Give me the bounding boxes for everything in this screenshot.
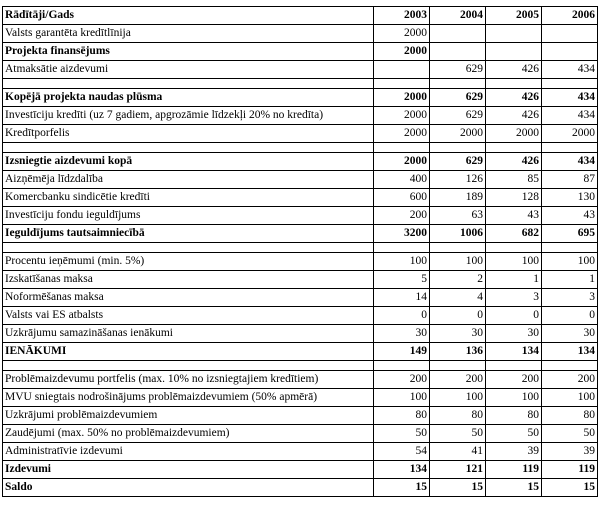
spacer-row xyxy=(3,79,598,89)
spacer-cell xyxy=(486,243,542,253)
spacer-cell xyxy=(374,361,430,371)
value-cell-2005: 1 xyxy=(486,271,542,289)
value-cell-2006: 695 xyxy=(542,225,598,243)
value-cell-2006: 3 xyxy=(542,289,598,307)
spacer-cell xyxy=(3,79,374,89)
value-cell-2003: 30 xyxy=(374,325,430,343)
table-row xyxy=(3,307,598,325)
table-row xyxy=(3,253,598,271)
value-cell-2003: 0 xyxy=(374,307,430,325)
value-cell-2003: 15 xyxy=(374,479,430,497)
row-label: Izsniegtie aizdevumi kopā xyxy=(3,153,374,171)
value-cell-2004: 100 xyxy=(430,253,486,271)
row-label: Noformēšanas maksa xyxy=(3,289,374,307)
row-label: Komercbanku sindicētie kredīti xyxy=(3,189,374,207)
row-label: Investīciju kredīti (uz 7 gadiem, apgrozāmie līdzekļi 20% no kredīta) xyxy=(3,107,374,125)
value-cell-2004: 41 xyxy=(430,443,486,461)
value-cell-2003: 2000 xyxy=(374,107,430,125)
table-row xyxy=(3,125,598,143)
value-cell-2004: 2000 xyxy=(430,125,486,143)
value-cell-2004 xyxy=(430,25,486,43)
value-cell-2006: 434 xyxy=(542,153,598,171)
row-label: Valsts vai ES atbalsts xyxy=(3,307,374,325)
value-cell-2004 xyxy=(430,43,486,61)
row-label: Zaudējumi (max. 50% no problēmaizdevumiem) xyxy=(3,425,374,443)
value-cell-2004: 200 xyxy=(430,371,486,389)
value-cell-2005: 39 xyxy=(486,443,542,461)
row-label: Uzkrājumi problēmaizdevumiem xyxy=(3,407,374,425)
value-cell-2004: 121 xyxy=(430,461,486,479)
value-cell-2003: 200 xyxy=(374,207,430,225)
row-label: Izdevumi xyxy=(3,461,374,479)
row-label: Kopējā projekta naudas plūsma xyxy=(3,89,374,107)
value-cell-2004: 100 xyxy=(430,389,486,407)
table-row xyxy=(3,61,598,79)
table-row xyxy=(3,153,598,171)
value-cell-2004: 4 xyxy=(430,289,486,307)
spacer-cell xyxy=(486,361,542,371)
value-cell-2006: 119 xyxy=(542,461,598,479)
table-row xyxy=(3,371,598,389)
financial-table xyxy=(2,6,598,497)
header-year-2004: 2004 xyxy=(430,7,486,25)
value-cell-2005 xyxy=(486,43,542,61)
value-cell-2005: 100 xyxy=(486,253,542,271)
value-cell-2005: 0 xyxy=(486,307,542,325)
table-row xyxy=(3,225,598,243)
value-cell-2003: 54 xyxy=(374,443,430,461)
value-cell-2006: 434 xyxy=(542,61,598,79)
table-body xyxy=(3,7,598,497)
value-cell-2005: 85 xyxy=(486,171,542,189)
value-cell-2005 xyxy=(486,25,542,43)
spacer-cell xyxy=(486,143,542,153)
value-cell-2003: 2000 xyxy=(374,43,430,61)
spacer-cell xyxy=(430,243,486,253)
table-row xyxy=(3,43,598,61)
value-cell-2006: 39 xyxy=(542,443,598,461)
row-label: Izskatīšanas maksa xyxy=(3,271,374,289)
value-cell-2005: 682 xyxy=(486,225,542,243)
spacer-cell xyxy=(3,243,374,253)
value-cell-2006: 100 xyxy=(542,389,598,407)
value-cell-2005: 2000 xyxy=(486,125,542,143)
value-cell-2005: 30 xyxy=(486,325,542,343)
value-cell-2006: 2000 xyxy=(542,125,598,143)
spacer-cell xyxy=(542,143,598,153)
spacer-cell xyxy=(486,79,542,89)
value-cell-2006: 434 xyxy=(542,89,598,107)
value-cell-2003: 14 xyxy=(374,289,430,307)
header-row xyxy=(3,7,598,25)
value-cell-2006: 50 xyxy=(542,425,598,443)
value-cell-2006: 134 xyxy=(542,343,598,361)
value-cell-2005: 426 xyxy=(486,153,542,171)
value-cell-2005: 426 xyxy=(486,89,542,107)
table-row xyxy=(3,207,598,225)
value-cell-2004: 80 xyxy=(430,407,486,425)
row-label: Procentu ieņēmumi (min. 5%) xyxy=(3,253,374,271)
value-cell-2004: 50 xyxy=(430,425,486,443)
row-label: Problēmaizdevumu portfelis (max. 10% no izsniegtajiem kredītiem) xyxy=(3,371,374,389)
spacer-cell xyxy=(430,361,486,371)
value-cell-2005: 43 xyxy=(486,207,542,225)
spacer-cell xyxy=(3,361,374,371)
row-label: Uzkrājumu samazināšanas ienākumi xyxy=(3,325,374,343)
row-label: Atmaksātie aizdevumi xyxy=(3,61,374,79)
value-cell-2003: 600 xyxy=(374,189,430,207)
value-cell-2004: 126 xyxy=(430,171,486,189)
header-label: Rādītāji/Gads xyxy=(3,7,374,25)
value-cell-2003: 2000 xyxy=(374,25,430,43)
table-row xyxy=(3,325,598,343)
value-cell-2006: 1 xyxy=(542,271,598,289)
value-cell-2004: 629 xyxy=(430,107,486,125)
value-cell-2006: 30 xyxy=(542,325,598,343)
table-row xyxy=(3,271,598,289)
row-label: Projekta finansējums xyxy=(3,43,374,61)
value-cell-2004: 136 xyxy=(430,343,486,361)
spacer-cell xyxy=(374,79,430,89)
header-year-2005: 2005 xyxy=(486,7,542,25)
spacer-cell xyxy=(542,361,598,371)
value-cell-2006: 130 xyxy=(542,189,598,207)
spacer-cell xyxy=(430,143,486,153)
value-cell-2003: 50 xyxy=(374,425,430,443)
value-cell-2005: 426 xyxy=(486,107,542,125)
value-cell-2005: 128 xyxy=(486,189,542,207)
table-row xyxy=(3,479,598,497)
table-row xyxy=(3,171,598,189)
value-cell-2003: 2000 xyxy=(374,153,430,171)
value-cell-2003 xyxy=(374,61,430,79)
table-row xyxy=(3,25,598,43)
value-cell-2006: 80 xyxy=(542,407,598,425)
value-cell-2003: 80 xyxy=(374,407,430,425)
table-row xyxy=(3,389,598,407)
value-cell-2003: 100 xyxy=(374,389,430,407)
value-cell-2006 xyxy=(542,25,598,43)
value-cell-2004: 629 xyxy=(430,153,486,171)
table-row xyxy=(3,107,598,125)
value-cell-2004: 1006 xyxy=(430,225,486,243)
value-cell-2006: 15 xyxy=(542,479,598,497)
value-cell-2003: 3200 xyxy=(374,225,430,243)
value-cell-2004: 15 xyxy=(430,479,486,497)
value-cell-2003: 5 xyxy=(374,271,430,289)
header-year-2003: 2003 xyxy=(374,7,430,25)
row-label: Saldo xyxy=(3,479,374,497)
header-year-2006: 2006 xyxy=(542,7,598,25)
value-cell-2003: 2000 xyxy=(374,89,430,107)
table-row xyxy=(3,425,598,443)
value-cell-2005: 426 xyxy=(486,61,542,79)
row-label: MVU sniegtais nodrošinājums problēmaizdevumiem (50% apmērā) xyxy=(3,389,374,407)
value-cell-2006 xyxy=(542,43,598,61)
value-cell-2005: 80 xyxy=(486,407,542,425)
spacer-cell xyxy=(374,243,430,253)
value-cell-2003: 100 xyxy=(374,253,430,271)
table-row xyxy=(3,407,598,425)
value-cell-2005: 134 xyxy=(486,343,542,361)
value-cell-2006: 87 xyxy=(542,171,598,189)
value-cell-2004: 63 xyxy=(430,207,486,225)
spacer-cell xyxy=(542,79,598,89)
spacer-cell xyxy=(374,143,430,153)
value-cell-2003: 134 xyxy=(374,461,430,479)
value-cell-2004: 189 xyxy=(430,189,486,207)
value-cell-2003: 2000 xyxy=(374,125,430,143)
row-label: Administratīvie izdevumi xyxy=(3,443,374,461)
row-label: IENĀKUMI xyxy=(3,343,374,361)
value-cell-2003: 400 xyxy=(374,171,430,189)
value-cell-2006: 0 xyxy=(542,307,598,325)
value-cell-2006: 100 xyxy=(542,253,598,271)
value-cell-2003: 200 xyxy=(374,371,430,389)
table-row xyxy=(3,189,598,207)
row-label: Kredītporfelis xyxy=(3,125,374,143)
value-cell-2005: 50 xyxy=(486,425,542,443)
table-row xyxy=(3,443,598,461)
value-cell-2004: 629 xyxy=(430,61,486,79)
spacer-cell xyxy=(542,243,598,253)
value-cell-2005: 100 xyxy=(486,389,542,407)
spacer-row xyxy=(3,243,598,253)
value-cell-2004: 629 xyxy=(430,89,486,107)
table-row xyxy=(3,343,598,361)
value-cell-2005: 119 xyxy=(486,461,542,479)
table-row xyxy=(3,461,598,479)
row-label: Ieguldījums tautsaimniecībā xyxy=(3,225,374,243)
row-label: Aizņēmēja līdzdalība xyxy=(3,171,374,189)
value-cell-2006: 43 xyxy=(542,207,598,225)
spacer-cell xyxy=(3,143,374,153)
value-cell-2003: 149 xyxy=(374,343,430,361)
spacer-row xyxy=(3,361,598,371)
value-cell-2004: 30 xyxy=(430,325,486,343)
row-label: Valsts garantēta kredītlīnija xyxy=(3,25,374,43)
spacer-cell xyxy=(430,79,486,89)
value-cell-2006: 200 xyxy=(542,371,598,389)
value-cell-2005: 200 xyxy=(486,371,542,389)
value-cell-2004: 0 xyxy=(430,307,486,325)
row-label: Investīciju fondu ieguldījums xyxy=(3,207,374,225)
value-cell-2006: 434 xyxy=(542,107,598,125)
table-row xyxy=(3,289,598,307)
value-cell-2005: 3 xyxy=(486,289,542,307)
value-cell-2005: 15 xyxy=(486,479,542,497)
spacer-row xyxy=(3,143,598,153)
value-cell-2004: 2 xyxy=(430,271,486,289)
table-row xyxy=(3,89,598,107)
